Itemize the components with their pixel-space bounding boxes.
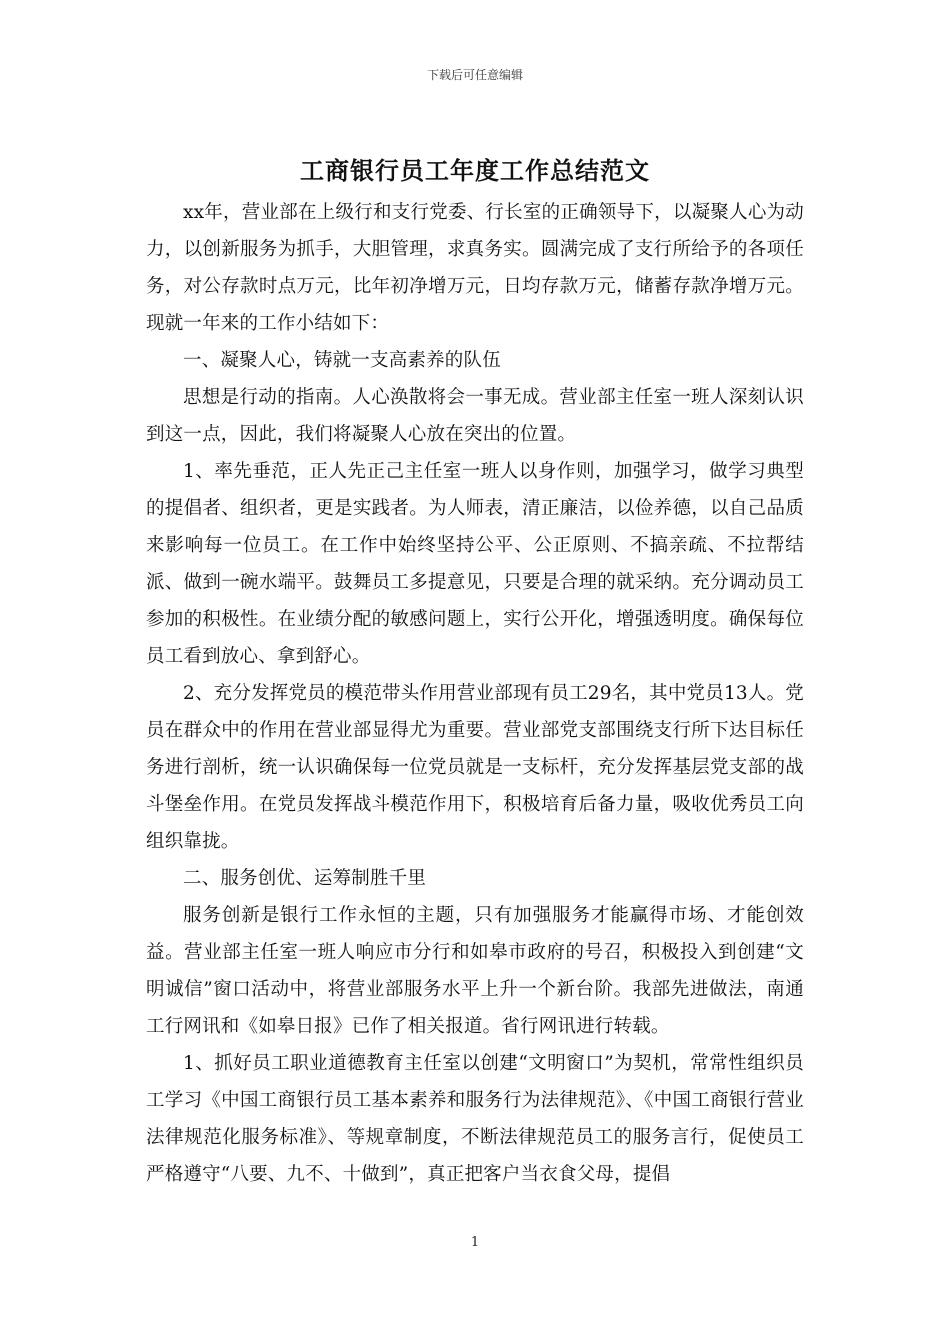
body-paragraph: 1、率先垂范，正人先正己主任室一班人以身作则，加强学习，做学习典型的提倡者、组织者，更是实践者。为人师表，清正廉洁，以俭养德，以自己品质来影响每一位员工。在工作中始终坚持公平、公正原则、不搞亲疏、不拉帮结派、做到一碗水端平。鼓舞员工多提意见，只要是合理的就采纳。充分调动员工参加的积极性。在业绩分配的敏感问题上，实行公开化，增强透明度。确保每位员工看到放心、拿到舒心。 [146,461,804,667]
document-title: 工商银行员工年度工作总结范文 [300,157,650,185]
body-paragraph: 思想是行动的指南。人心涣散将会一事无成。营业部主任室一班人深刻认识到这一点，因此，我们将凝聚人心放在突出的位置。 [146,387,804,445]
page-number: 1 [470,1235,480,1250]
document-body [146,194,804,1193]
body-paragraph: 2、充分发挥党员的模范带头作用营业部现有员工29名，其中党员13人。党员在群众中的作用在营业部显得尤为重要。营业部党支部围绕支行所下达目标任务进行剖析，统一认识确保每一位党员就是一支标杆，充分发挥基层党支部的战斗堡垒作用。在党员发挥战斗模范作用下，积极培育后备力量，吸收优秀员工向组织靠拢。 [146,683,804,852]
body-paragraph: 服务创新是银行工作永恒的主题，只有加强服务才能赢得市场、才能创效益。营业部主任室一班人响应市分行和如皋市政府的号召，积极投入到创建“文明诚信”窗口活动中，将营业部服务水平上升一个新台阶。我部先进做法，南通工行网讯和《如皋日报》已作了相关报道。省行网讯进行转载。 [146,905,804,1037]
intro-paragraph: xx年，营业部在上级行和支行党委、行长室的正确领导下，以凝聚人心为动力，以创新服务为抓手，大胆管理，求真务实。圆满完成了支行所给予的各项任务，对公存款时点万元，比年初净增万元，日均存款万元，储蓄存款净增万元。现就一年来的工作小结如下： [146,202,804,334]
page-header-note: 下载后可任意编辑 [426,68,523,82]
body-paragraph: 1、抓好员工职业道德教育主任室以创建“文明窗口”为契机，常常性组织员工学习《中国工商银行员工基本素养和服务行为法律规范》、《中国工商银行营业法律规范化服务标准》、等规章制度，不断法律规范员工的服务言行，促使员工严格遵守“八要、九不、十做到”，真正把客户当衣食父母，提倡 [146,1053,804,1185]
section-heading-1: 一、凝聚人心，铸就一支高素养的队伍 [183,350,501,371]
section-heading-2: 二、服务创优、运筹制胜千里 [183,868,427,889]
